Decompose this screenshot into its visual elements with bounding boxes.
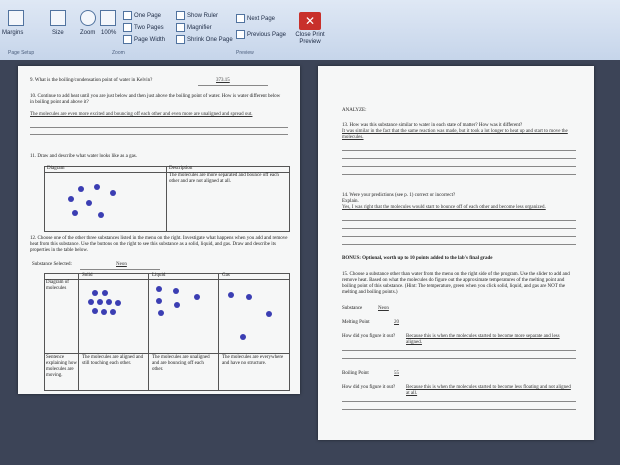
answer-line: [30, 127, 288, 128]
zoom-100-icon: [100, 10, 116, 26]
q9-answer: 373.15: [216, 78, 230, 83]
answer-line: [30, 134, 288, 135]
molecule: [156, 286, 162, 292]
q11-description-header: Description: [169, 166, 193, 171]
q10-answer: The molecules are even more excited and bouncing off each other and even more are unaligned and spread out.: [30, 112, 253, 117]
zoom-button[interactable]: Zoom: [80, 30, 96, 36]
header-gas: Gas: [222, 273, 230, 278]
molecule: [173, 288, 179, 294]
group-page-setup: Page Setup: [8, 50, 35, 56]
margins-icon: [8, 10, 24, 26]
header-liquid: Liquid: [152, 273, 166, 278]
size-icon: [50, 10, 66, 26]
margins-button[interactable]: Margins: [2, 30, 24, 36]
molecule: [228, 292, 234, 298]
molecule: [102, 290, 108, 296]
q13-text: 13. How was this substance similar to water in each state of matter? How was it different?: [342, 123, 523, 128]
zoom-100-button[interactable]: 100%: [101, 30, 117, 36]
next-page-button[interactable]: Next Page: [236, 14, 275, 23]
molecule: [156, 298, 162, 304]
molecule: [266, 311, 272, 317]
melting-value: 20: [394, 320, 399, 325]
answer-line: [342, 220, 576, 221]
boiling-how-answer: Because this is when the molecules started to become less floating and not aligned at all.: [406, 385, 571, 396]
previous-page-button[interactable]: Previous Page: [236, 30, 286, 39]
answer-line: [342, 350, 576, 351]
molecule: [110, 309, 116, 315]
answer-line: [342, 228, 576, 229]
page-2: [318, 66, 594, 440]
size-button[interactable]: Size: [52, 30, 64, 36]
answer-line: [80, 269, 160, 270]
table-divider: [78, 273, 79, 391]
molecule: [240, 334, 246, 340]
shrink-one-page-button[interactable]: Shrink One Page: [176, 35, 233, 44]
group-zoom: Zoom: [112, 50, 125, 56]
substance-value: Neon: [116, 262, 127, 267]
q9-text: 9. What is the boiling/condensation point of water in Kelvin?: [30, 78, 153, 83]
table-divider: [44, 353, 289, 354]
molecule: [158, 310, 164, 316]
boiling-label: Boiling Point: [342, 371, 369, 376]
molecule: [86, 200, 92, 206]
table-divider: [44, 279, 289, 280]
q11-description: The molecules are more separated and bounce off each other and are not aligned at all.: [169, 173, 279, 184]
molecule: [97, 299, 103, 305]
q14-text: 14. Were your predictions (see p. 1) correct or incorrect? Explain.: [342, 193, 456, 204]
next-page-icon: [236, 14, 245, 23]
q13-answer: It was similar in the fact that the same reaction was made, but it took a lot longer to heat up and start to move the molecules.: [342, 129, 568, 140]
answer-line: [198, 85, 268, 86]
checkbox-icon: [176, 11, 185, 20]
print-preview-ribbon: [0, 0, 620, 61]
substance-label: Substance Selected:: [32, 262, 72, 267]
group-preview: Preview: [236, 50, 254, 56]
molecule: [92, 308, 98, 314]
q12-text: 12. Choose one of the other three substances listed in the menu on the right. Investigate what happens when you add and remove heat from this substance. Use the buttons on the right to see this substance as a solid, liquid, and gas. Draw and describe its properties in the table below.: [30, 236, 288, 253]
boiling-value: 55: [394, 371, 399, 376]
q11-text: 11. Draw and describe what water looks like as a gas.: [30, 154, 138, 159]
melting-how-answer: Because this is when the molecules started to become more separate and less aligned.: [406, 334, 560, 345]
one-page-button[interactable]: One Page: [123, 11, 161, 20]
zoom-icon: [80, 10, 96, 26]
molecule: [106, 299, 112, 305]
phases-table: [44, 273, 290, 391]
q10-text: 10. Continue to add heat until you are just below and then just above the boiling point of water. How is water different below in boiling point and above it?: [30, 94, 281, 105]
liquid-description: The molecules are unaligned and are bouncing off each other.: [152, 355, 210, 372]
molecule: [246, 294, 252, 300]
answer-line: [342, 158, 576, 159]
page-width-icon: [123, 35, 132, 44]
solid-description: The molecules are aligned and still touching each other.: [82, 355, 144, 366]
molecule: [174, 302, 180, 308]
close-print-preview-button[interactable]: Close Print Preview: [295, 32, 325, 45]
molecule: [78, 186, 84, 192]
answer-line: [342, 174, 576, 175]
one-page-icon: [123, 11, 132, 20]
molecule: [115, 300, 121, 306]
row-sentence-label: Sentence explaining how molecules are moving.: [46, 355, 77, 378]
two-pages-button[interactable]: Two Pages: [123, 23, 164, 32]
page-width-button[interactable]: Page Width: [123, 35, 165, 44]
substance-value: Neon: [378, 306, 389, 311]
table-divider: [148, 273, 149, 391]
answer-line: [342, 236, 576, 237]
close-icon[interactable]: ✕: [299, 12, 321, 30]
molecule: [110, 190, 116, 196]
show-ruler-checkbox[interactable]: Show Ruler: [176, 11, 218, 20]
substance-label: Substance: [342, 306, 363, 311]
answer-line: [342, 401, 576, 402]
q11-diagram-header: Diagram: [47, 166, 65, 171]
boiling-how-label: How did you figure it out?: [342, 385, 396, 390]
answer-line: [342, 409, 576, 410]
row-diagram-label: Diagram of molecules: [46, 280, 69, 291]
bonus-heading: BONUS: Optional, worth up to 10 points added to the lab's final grade: [342, 256, 493, 261]
answer-line: [342, 358, 576, 359]
magnifier-checkbox[interactable]: Magnifier: [176, 23, 212, 32]
table-divider: [166, 166, 167, 232]
q15-text: 15. Choose a substance other than water from the menu on the right side of the program. Use the slider to add and remove heat. Based on what the molecules do figure out the approximate temperatures of the melting point and boiling point of this substance. (Hint: The temperature, green when you click solid, liquid, and gas are NOT the melting and boiling points.): [342, 272, 570, 295]
analyze-heading: ANALYZE:: [342, 108, 367, 113]
molecule: [101, 309, 107, 315]
molecule: [92, 290, 98, 296]
molecule: [72, 210, 78, 216]
answer-line: [342, 166, 576, 167]
melting-how-label: How did you figure it out?: [342, 334, 396, 339]
previous-page-icon: [236, 30, 245, 39]
molecule: [94, 184, 100, 190]
page-1: [18, 66, 300, 394]
molecule: [88, 299, 94, 305]
answer-line: [342, 150, 576, 151]
shrink-icon: [176, 35, 185, 44]
molecule: [68, 196, 74, 202]
molecule: [98, 212, 104, 218]
gas-description: The molecules are everywhere and have no structure.: [222, 355, 284, 366]
header-solid: Solid: [82, 273, 93, 278]
melting-label: Melting Point: [342, 320, 370, 325]
q14-answer: Yes, I was right that the molecules would start to bounce off of each other and become less organized.: [342, 205, 546, 210]
answer-line: [342, 244, 576, 245]
two-pages-icon: [123, 23, 132, 32]
checkbox-icon: [176, 23, 185, 32]
molecule: [194, 294, 200, 300]
table-divider: [218, 273, 219, 391]
